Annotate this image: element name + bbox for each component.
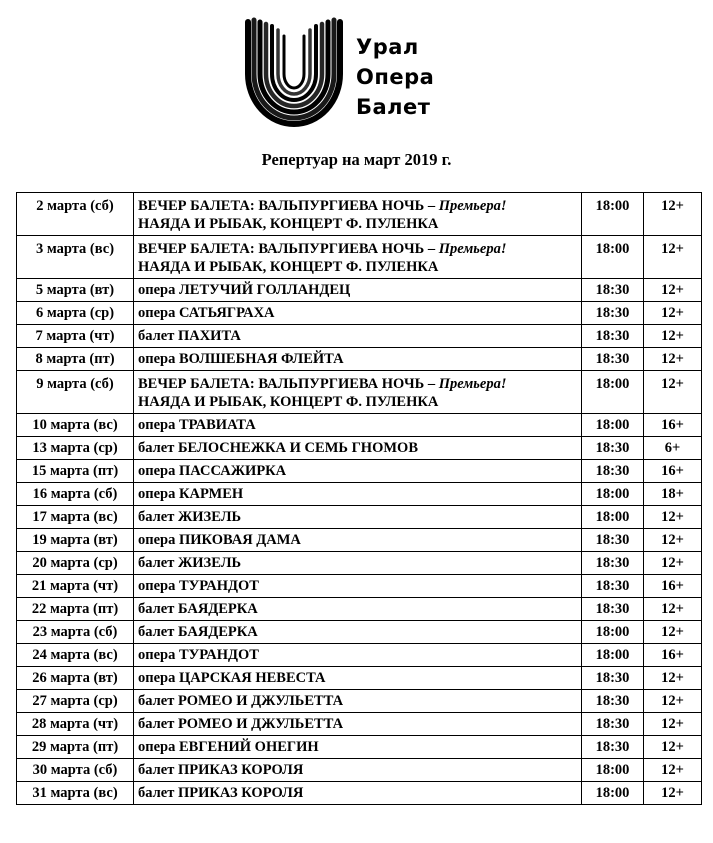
date-cell: 13 марта (ср) (17, 437, 134, 460)
age-rating-cell: 16+ (644, 575, 702, 598)
date-cell: 3 марта (вс) (17, 236, 134, 279)
date-cell: 31 марта (вс) (17, 782, 134, 805)
table-row (17, 236, 702, 279)
date-cell: 26 марта (вт) (17, 667, 134, 690)
age-rating-cell: 12+ (644, 529, 702, 552)
date-cell: 23 марта (сб) (17, 621, 134, 644)
performance-title: ВЕЧЕР БАЛЕТА: ВАЛЬПУРГИЕВА НОЧЬ – (138, 241, 439, 257)
table-row (17, 279, 702, 302)
age-rating-cell: 12+ (644, 552, 702, 575)
performance-title: опера ВОЛШЕБНАЯ ФЛЕЙТА (138, 351, 344, 367)
time-cell: 18:30 (582, 460, 644, 483)
time-cell: 18:00 (582, 236, 644, 279)
time-cell: 18:30 (582, 325, 644, 348)
date-cell: 7 марта (чт) (17, 325, 134, 348)
time-cell: 18:00 (582, 371, 644, 414)
age-rating-cell: 12+ (644, 325, 702, 348)
table-row (17, 414, 702, 437)
performance-title: ВЕЧЕР БАЛЕТА: ВАЛЬПУРГИЕВА НОЧЬ – (138, 198, 439, 214)
time-cell: 18:00 (582, 193, 644, 236)
time-cell: 18:00 (582, 506, 644, 529)
premiere-note: Премьера! (438, 241, 507, 257)
performance-title: опера ТУРАНДОТ (138, 578, 259, 594)
time-cell: 18:30 (582, 529, 644, 552)
performance-cell (134, 736, 582, 759)
age-rating-cell: 12+ (644, 302, 702, 325)
table-row (17, 598, 702, 621)
time-cell: 18:30 (582, 348, 644, 371)
time-cell: 18:30 (582, 552, 644, 575)
performance-cell (134, 414, 582, 437)
performance-subtitle: НАЯДА И РЫБАК, КОНЦЕРТ Ф. ПУЛЕНКА (138, 259, 439, 275)
performance-cell (134, 782, 582, 805)
age-rating-cell: 12+ (644, 690, 702, 713)
age-rating-cell: 12+ (644, 782, 702, 805)
performance-cell (134, 713, 582, 736)
date-cell: 22 марта (пт) (17, 598, 134, 621)
age-rating-cell: 16+ (644, 414, 702, 437)
performance-cell (134, 598, 582, 621)
table-row (17, 325, 702, 348)
date-cell: 6 марта (ср) (17, 302, 134, 325)
table-row (17, 371, 702, 414)
performance-title: балет РОМЕО И ДЖУЛЬЕТТА (138, 716, 344, 732)
performance-cell (134, 644, 582, 667)
table-row (17, 782, 702, 805)
age-rating-cell: 12+ (644, 713, 702, 736)
performance-cell (134, 759, 582, 782)
table-row (17, 506, 702, 529)
performance-cell (134, 667, 582, 690)
time-cell: 18:00 (582, 621, 644, 644)
date-cell: 30 марта (сб) (17, 759, 134, 782)
performance-title: ВЕЧЕР БАЛЕТА: ВАЛЬПУРГИЕВА НОЧЬ – (138, 376, 439, 392)
date-cell: 21 марта (чт) (17, 575, 134, 598)
date-cell: 29 марта (пт) (17, 736, 134, 759)
time-cell: 18:00 (582, 483, 644, 506)
table-row (17, 437, 702, 460)
performance-cell (134, 348, 582, 371)
performance-title: опера ТРАВИАТА (138, 417, 256, 433)
performance-title: балет ПРИКАЗ КОРОЛЯ (138, 785, 304, 801)
table-row (17, 759, 702, 782)
performance-title: опера ПИКОВАЯ ДАМА (138, 532, 301, 548)
performance-cell (134, 437, 582, 460)
table-row (17, 193, 702, 236)
performance-cell (134, 621, 582, 644)
time-cell: 18:30 (582, 302, 644, 325)
date-cell: 9 марта (сб) (17, 371, 134, 414)
date-cell: 27 марта (ср) (17, 690, 134, 713)
performance-cell (134, 690, 582, 713)
time-cell: 18:30 (582, 279, 644, 302)
table-row (17, 690, 702, 713)
premiere-note: Премьера! (438, 376, 507, 392)
premiere-note: Премьера! (438, 198, 507, 214)
time-cell: 18:00 (582, 644, 644, 667)
age-rating-cell: 12+ (644, 598, 702, 621)
age-rating-cell: 12+ (644, 621, 702, 644)
performance-title: балет БАЯДЕРКА (138, 624, 258, 640)
age-rating-cell: 12+ (644, 667, 702, 690)
age-rating-cell: 12+ (644, 279, 702, 302)
performance-title: балет РОМЕО И ДЖУЛЬЕТТА (138, 693, 344, 709)
performance-cell (134, 371, 582, 414)
table-row (17, 529, 702, 552)
age-rating-cell: 16+ (644, 644, 702, 667)
performance-title: балет БЕЛОСНЕЖКА И СЕМЬ ГНОМОВ (138, 440, 419, 456)
table-row (17, 460, 702, 483)
theatre-logo (240, 16, 460, 134)
date-cell: 19 марта (вт) (17, 529, 134, 552)
performance-cell (134, 279, 582, 302)
table-row (17, 552, 702, 575)
performance-cell (134, 552, 582, 575)
time-cell: 18:30 (582, 713, 644, 736)
performance-cell (134, 236, 582, 279)
table-row (17, 483, 702, 506)
table-row (17, 713, 702, 736)
table-row (17, 575, 702, 598)
logo-word-ballet: Балет (356, 95, 431, 119)
performance-title: опера КАРМЕН (138, 486, 244, 502)
performance-title: опера ЛЕТУЧИЙ ГОЛЛАНДЕЦ (138, 282, 351, 298)
performance-cell (134, 325, 582, 348)
time-cell: 18:00 (582, 782, 644, 805)
performance-subtitle: НАЯДА И РЫБАК, КОНЦЕРТ Ф. ПУЛЕНКА (138, 394, 439, 410)
date-cell: 16 марта (сб) (17, 483, 134, 506)
performance-title: опера ЕВГЕНИЙ ОНЕГИН (138, 739, 319, 755)
table-row (17, 302, 702, 325)
date-cell: 20 марта (ср) (17, 552, 134, 575)
time-cell: 18:30 (582, 575, 644, 598)
performance-title: опера ЦАРСКАЯ НЕВЕСТА (138, 670, 326, 686)
date-cell: 2 марта (сб) (17, 193, 134, 236)
performance-cell (134, 302, 582, 325)
age-rating-cell: 12+ (644, 371, 702, 414)
age-rating-cell: 12+ (644, 759, 702, 782)
performance-title: балет ПАХИТА (138, 328, 241, 344)
table-row (17, 667, 702, 690)
performance-cell (134, 506, 582, 529)
time-cell: 18:30 (582, 437, 644, 460)
table-row (17, 348, 702, 371)
performance-title: балет ЖИЗЕЛЬ (138, 555, 242, 571)
performance-title: балет БАЯДЕРКА (138, 601, 258, 617)
performance-title: балет ЖИЗЕЛЬ (138, 509, 242, 525)
performance-title: балет ПРИКАЗ КОРОЛЯ (138, 762, 304, 778)
table-row (17, 644, 702, 667)
logo-word-opera: Опера (356, 65, 435, 89)
age-rating-cell: 12+ (644, 736, 702, 759)
age-rating-cell: 6+ (644, 437, 702, 460)
logo-word-ural: Урал (356, 35, 419, 59)
date-cell: 8 марта (пт) (17, 348, 134, 371)
table-row (17, 621, 702, 644)
age-rating-cell: 16+ (644, 460, 702, 483)
age-rating-cell: 18+ (644, 483, 702, 506)
performance-title: опера САТЬЯГРАХА (138, 305, 275, 321)
time-cell: 18:30 (582, 598, 644, 621)
time-cell: 18:30 (582, 736, 644, 759)
age-rating-cell: 12+ (644, 236, 702, 279)
date-cell: 5 марта (вт) (17, 279, 134, 302)
age-rating-cell: 12+ (644, 193, 702, 236)
performance-cell (134, 193, 582, 236)
page-title: Репертуар на март 2019 г. (261, 150, 452, 169)
time-cell: 18:00 (582, 414, 644, 437)
performance-cell (134, 529, 582, 552)
table-row (17, 736, 702, 759)
date-cell: 17 марта (вс) (17, 506, 134, 529)
age-rating-cell: 12+ (644, 348, 702, 371)
age-rating-cell: 12+ (644, 506, 702, 529)
performance-cell (134, 483, 582, 506)
performance-subtitle: НАЯДА И РЫБАК, КОНЦЕРТ Ф. ПУЛЕНКА (138, 216, 439, 232)
performance-cell (134, 575, 582, 598)
time-cell: 18:00 (582, 759, 644, 782)
performance-cell (134, 460, 582, 483)
repertoire-table (16, 192, 702, 805)
date-cell: 10 марта (вс) (17, 414, 134, 437)
performance-title: опера ПАССАЖИРКА (138, 463, 287, 479)
time-cell: 18:30 (582, 690, 644, 713)
time-cell: 18:30 (582, 667, 644, 690)
date-cell: 24 марта (вс) (17, 644, 134, 667)
date-cell: 28 марта (чт) (17, 713, 134, 736)
logo-rings-icon (240, 16, 350, 134)
performance-title: опера ТУРАНДОТ (138, 647, 259, 663)
date-cell: 15 марта (пт) (17, 460, 134, 483)
